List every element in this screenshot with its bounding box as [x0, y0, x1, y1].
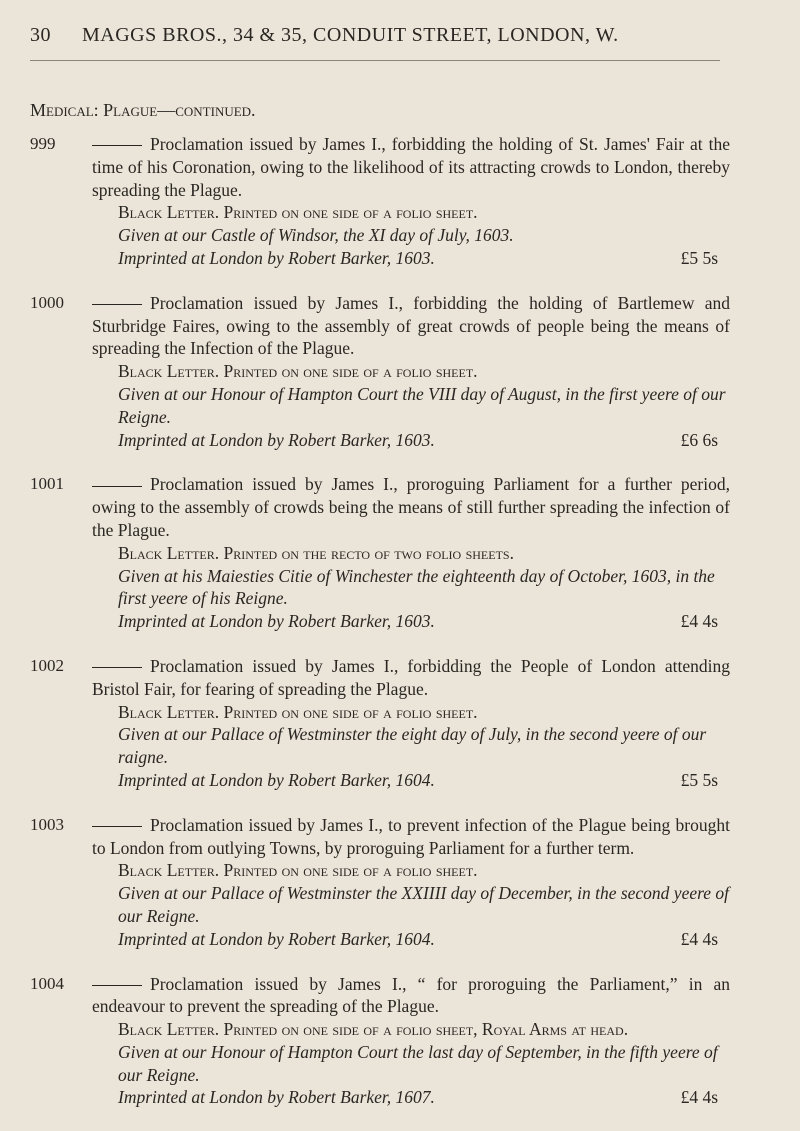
- lot-number: 1000: [30, 292, 64, 312]
- entry-price: £4 4s: [680, 611, 718, 632]
- entry-imprint: Imprinted at London by Robert Barker, 1603.: [118, 429, 435, 450]
- lot-number: 999: [30, 134, 56, 153]
- entry-format: Black Letter. Printed on one side of a folio sheet.: [118, 701, 478, 722]
- entry-price: £4 4s: [680, 928, 718, 949]
- entry-given: Given at his Maiesties Citie of Winchester the eighteenth day of October, 1603, in the first yeere of his Reigne.: [118, 565, 715, 609]
- entry-imprint: Imprinted at London by Robert Barker, 1604.: [118, 928, 435, 949]
- lot-number: 1001: [30, 474, 64, 494]
- entry-dash: [92, 486, 142, 487]
- catalogue-entries: [30, 133, 730, 1131]
- catalogue-entry: [30, 133, 730, 270]
- page-header: [30, 24, 720, 47]
- entry-format: Black Letter. Printed on the recto of two folio sheets.: [118, 542, 514, 563]
- entry-price: £5 5s: [680, 769, 718, 790]
- entry-dash: [92, 985, 142, 986]
- catalogue-entry: [30, 473, 730, 633]
- entry-imprint: Imprinted at London by Robert Barker, 1603.: [118, 611, 435, 632]
- entry-dash: [92, 826, 142, 827]
- header-rule: [30, 60, 720, 61]
- catalogue-entry: [30, 655, 730, 792]
- publisher-line: MAGGS BROS., 34 & 35, CONDUIT STREET, LONDON, W.: [82, 24, 619, 46]
- entry-description: Proclamation issued by James I., “ for proroguing the Parliament,” in an endeavour to prevent the spreading of the Plague.: [92, 973, 730, 1017]
- entry-imprint: Imprinted at London by Robert Barker, 1604.: [118, 769, 435, 790]
- catalogue-entry: [30, 814, 730, 951]
- entry-given: Given at our Pallace of Westminster the XXIIII day of December, in the second yeere of our Reigne.: [118, 883, 730, 926]
- entry-given: Given at our Honour of Hampton Court the last day of September, in the fifth yeere of our Reigne.: [118, 1041, 718, 1085]
- entry-format: Black Letter. Printed on one side of a folio sheet, Royal Arms at head.: [118, 1019, 629, 1040]
- lot-number: 1004: [30, 973, 64, 993]
- entry-price: £5 5s: [680, 247, 718, 268]
- entry-description: Proclamation issued by James I., forbidding the People of London attending Bristol Fair, for fearing of spreading the Plague.: [92, 655, 730, 699]
- lot-number: 1002: [30, 655, 64, 675]
- entry-format: Black Letter. Printed on one side of a folio sheet.: [118, 202, 478, 223]
- entry-description: Proclamation issued by James I., forbidding the holding of St. James' Fair at the time of his Coronation, owing to the likelihood of its attracting crowds to London, thereby spreading the Plague.: [92, 134, 730, 200]
- catalogue-entry: [30, 973, 730, 1110]
- section-heading: Medical: Plague—continued.: [30, 100, 256, 120]
- entry-price: £4 4s: [680, 1087, 718, 1108]
- entry-given: Given at our Castle of Windsor, the XI day of July, 1603.: [118, 225, 514, 246]
- entry-description: Proclamation issued by James I., to prevent infection of the Plague being brought to London from outlying Towns, by proroguing Parliament for a further term.: [92, 814, 730, 858]
- entry-given: Given at our Pallace of Westminster the eight day of July, in the second yeere of our raigne.: [118, 724, 707, 768]
- entry-imprint: Imprinted at London by Robert Barker, 1603.: [118, 247, 435, 268]
- entry-dash: [92, 145, 142, 146]
- entry-format: Black Letter. Printed on one side of a folio sheet.: [118, 860, 478, 881]
- catalogue-entry: [30, 292, 730, 452]
- entry-format: Black Letter. Printed on one side of a folio sheet.: [118, 361, 478, 382]
- entry-description: Proclamation issued by James I., forbidding the holding of Bartlemew and Sturbridge Faires, owing to the assembly of great crowds of people being the means of spreading the Infection of the Plague.: [92, 292, 730, 359]
- entry-price: £6 6s: [680, 429, 718, 450]
- entry-description: Proclamation issued by James I., proroguing Parliament for a further period, owing to the assembly of crowds being the means of still further spreading the infection of the Plague.: [92, 474, 730, 540]
- entry-dash: [92, 667, 142, 668]
- entry-given: Given at our Honour of Hampton Court the VIII day of August, in the first yeere of our Reigne.: [118, 383, 726, 427]
- entry-imprint: Imprinted at London by Robert Barker, 1607.: [118, 1087, 435, 1108]
- page-number: 30: [30, 24, 51, 46]
- lot-number: 1003: [30, 814, 64, 834]
- entry-dash: [92, 304, 142, 305]
